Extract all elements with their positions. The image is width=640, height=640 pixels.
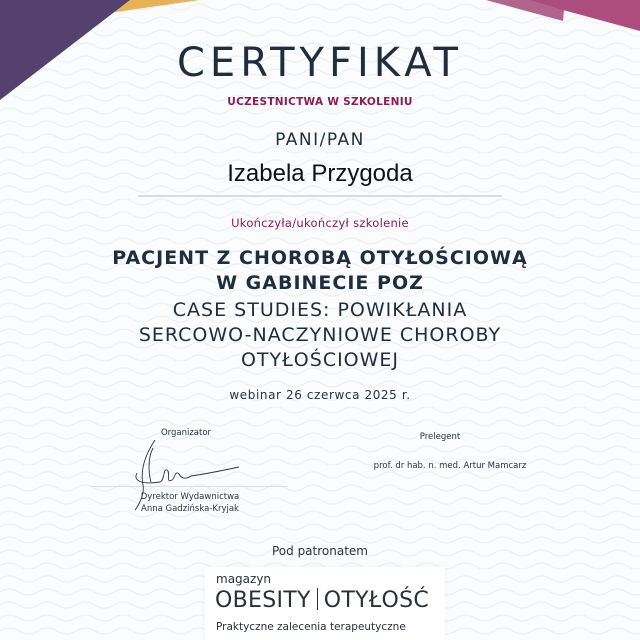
organizer-label: Organizator — [160, 428, 212, 438]
logo-prefix: magazyn — [216, 572, 272, 586]
speaker-name: prof. dr hab. n. med. Artur Mamcarz — [373, 461, 527, 471]
logo-title — [215, 588, 429, 613]
course-subtitle — [0, 298, 640, 373]
organizer-role: Dyrektor Wydawnictwa — [140, 492, 240, 502]
completed-label: Ukończyła/ukończył szkolenie — [231, 216, 409, 230]
certificate-title: CERTYFIKAT — [177, 40, 463, 86]
logo-tagline: Praktyczne zalecenia terapeutyczne — [216, 621, 406, 633]
logo-title-left: OBESITY — [215, 588, 311, 613]
logo-separator — [317, 588, 318, 610]
patron-logo — [205, 567, 445, 640]
course-subtitle-line: CASE STUDIES: POWIKŁANIA — [172, 299, 468, 321]
participant-name: Izabela Przygoda — [227, 160, 413, 187]
organizer-name: Anna Gadzińska-Kryjak — [141, 504, 239, 514]
course-subtitle-line: SERCOWO-NACZYNIOWE CHOROBY — [138, 324, 502, 346]
course-title-line: PACJENT Z CHOROBĄ OTYŁOŚCIOWĄ — [112, 247, 528, 269]
speaker-label: Prelegent — [419, 432, 461, 442]
salutation: PANI/PAN — [275, 130, 365, 150]
course-subtitle-line: OTYŁOŚCIOWEJ — [240, 349, 400, 371]
signature-icon — [135, 440, 245, 515]
course-title-line: W GABINECIE POZ — [216, 272, 424, 294]
logo-title-right: OTYŁOŚĆ — [323, 588, 430, 613]
event-date: webinar 26 czerwca 2025 r. — [229, 388, 411, 402]
course-title — [0, 246, 640, 296]
name-underline — [138, 195, 502, 197]
certificate-subtitle: UCZESTNICTWA W SZKOLENIU — [227, 96, 413, 108]
patronage-label: Pod patronatem — [271, 544, 368, 558]
